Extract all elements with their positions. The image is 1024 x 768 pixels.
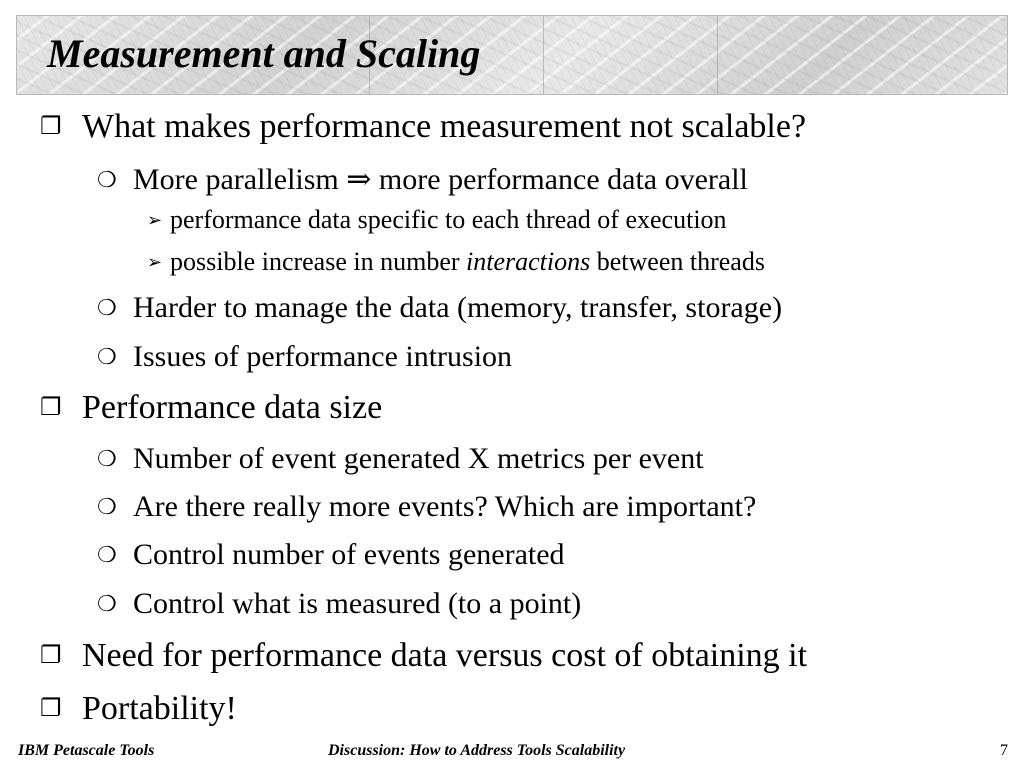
bullet-level2 xyxy=(97,587,581,621)
bullet-text: What makes performance measurement not scalable? xyxy=(82,108,807,145)
bullet-text-continued: between threads xyxy=(590,247,765,276)
bullet-level2 xyxy=(97,442,704,476)
circle-bullet-icon: ❍ xyxy=(97,167,117,192)
bullet-text: Issues of performance intrusion xyxy=(133,340,513,373)
square-bullet-icon: ❐ xyxy=(40,643,62,669)
bullet-text: performance data specific to each thread of execution xyxy=(170,205,727,234)
square-bullet-icon: ❐ xyxy=(40,696,62,722)
bullet-text: More parallelism xyxy=(133,163,339,196)
square-bullet-icon: ❐ xyxy=(40,114,62,140)
bullet-level1 xyxy=(40,690,237,728)
arrowhead-bullet-icon: ➢ xyxy=(147,210,163,230)
bullet-level1 xyxy=(40,637,807,675)
circle-bullet-icon: ❍ xyxy=(97,295,117,320)
bullet-text-continued: more performance data overall xyxy=(371,163,748,196)
circle-bullet-icon: ❍ xyxy=(97,446,117,471)
bullet-text: Performance data size xyxy=(82,389,383,426)
slide-title: Measurement and Scaling xyxy=(47,31,481,76)
bullet-level1 xyxy=(40,389,382,427)
bullet-text: Number of event generated X metrics per event xyxy=(133,442,704,475)
emphasized-text: interactions xyxy=(466,247,591,276)
bullet-level2 xyxy=(97,538,565,572)
circle-bullet-icon: ❍ xyxy=(97,344,117,369)
bullet-text: Are there really more events? Which are important? xyxy=(133,490,757,523)
bullet-text: Control what is measured (to a point) xyxy=(133,587,582,620)
bullet-level3 xyxy=(147,247,765,277)
bullet-text: Control number of events generated xyxy=(133,538,565,571)
footer-center: Discussion: How to Address Tools Scalability xyxy=(328,742,626,759)
banner-tile-seam xyxy=(717,16,718,94)
arrowhead-bullet-icon: ➢ xyxy=(147,252,163,272)
bullet-text: possible increase in number xyxy=(170,247,467,276)
circle-bullet-icon: ❍ xyxy=(97,494,117,519)
banner-tile-seam xyxy=(543,16,544,94)
footer-left: IBM Petascale Tools xyxy=(18,742,155,759)
bullet-text: Need for performance data versus cost of obtaining it xyxy=(82,637,808,674)
bullet-level2 xyxy=(97,162,748,197)
title-banner xyxy=(16,15,1008,95)
bullet-level2 xyxy=(97,490,756,524)
square-bullet-icon: ❐ xyxy=(40,395,62,421)
bullet-level2 xyxy=(97,340,512,374)
bullet-text: Harder to manage the data (memory, transfer, storage) xyxy=(133,291,783,324)
bullet-text: Portability! xyxy=(82,690,237,727)
implies-arrow-icon: ⇒ xyxy=(346,163,372,196)
circle-bullet-icon: ❍ xyxy=(97,591,117,616)
circle-bullet-icon: ❍ xyxy=(97,542,117,567)
bullet-level1 xyxy=(40,108,806,146)
page-number: 7 xyxy=(1000,742,1008,759)
bullet-level3 xyxy=(147,205,727,235)
bullet-level2 xyxy=(97,291,782,325)
